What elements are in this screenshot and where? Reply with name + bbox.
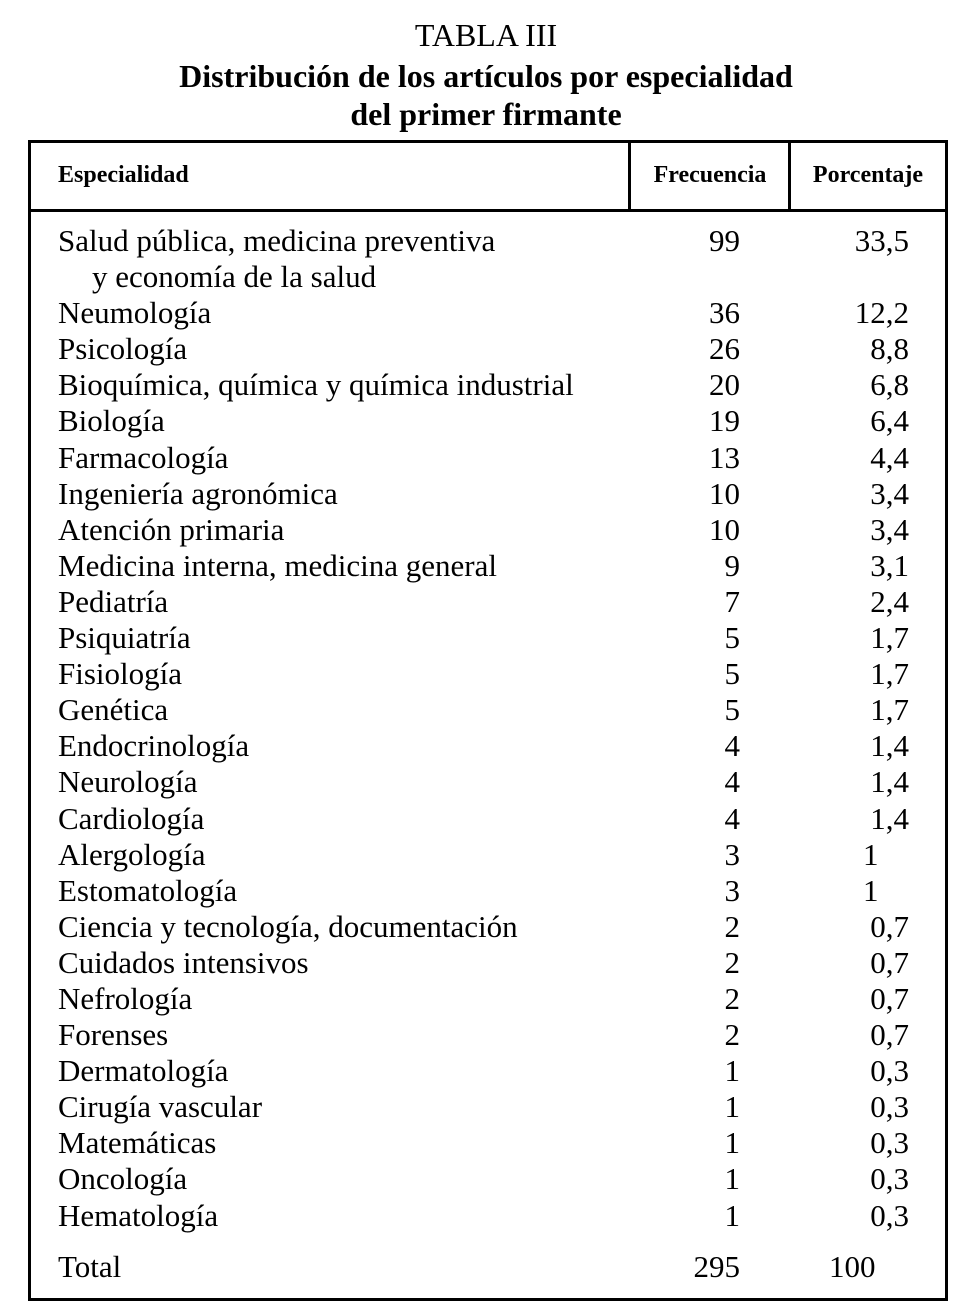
table-title-line-1: Distribución de los artículos por especialidad: [179, 58, 793, 94]
row-frecuencia: 13: [709, 439, 740, 475]
data-table: [28, 140, 948, 1301]
row-frecuencia: 1: [724, 1197, 740, 1233]
table-row: [31, 981, 945, 1017]
table-row: [31, 764, 945, 800]
row-especialidad: [58, 909, 518, 945]
row-especialidad: [58, 692, 168, 728]
total-frequency: 295: [693, 1249, 740, 1284]
table-row: [31, 476, 945, 512]
row-especialidad: [58, 403, 165, 439]
row-porcentaje: 0,3: [870, 1089, 909, 1125]
row-frecuencia: 5: [724, 692, 740, 728]
row-especialidad-line-1: Genética: [58, 692, 169, 728]
row-especialidad: [58, 1089, 262, 1125]
row-especialidad: [58, 367, 574, 403]
row-porcentaje: 12,2: [854, 295, 909, 331]
row-especialidad: [58, 1017, 168, 1053]
row-especialidad-line-1: Hematología: [58, 1197, 219, 1233]
row-frecuencia: 10: [709, 511, 740, 547]
row-porcentaje: 1,7: [870, 656, 909, 692]
row-frecuencia: 4: [724, 764, 740, 800]
table-row: [31, 620, 945, 656]
row-especialidad: [58, 837, 206, 873]
row-especialidad-line-1: Fisiología: [58, 656, 183, 692]
row-especialidad: [58, 548, 497, 584]
table-row: [31, 295, 945, 331]
table-body: [31, 223, 945, 1234]
table-row: [31, 728, 945, 764]
row-especialidad: [58, 331, 187, 367]
row-especialidad: [58, 728, 249, 764]
row-especialidad: [58, 440, 228, 476]
row-especialidad: [58, 1161, 187, 1197]
header-divider-2: [788, 143, 791, 209]
row-especialidad: [58, 1198, 218, 1234]
row-especialidad-line-1: Salud pública, medicina preventiva: [58, 223, 496, 258]
row-especialidad-line-1: Cirugía vascular: [58, 1089, 263, 1125]
row-especialidad-line-2: y economía de la salud: [92, 259, 377, 294]
row-especialidad-line-1: Bioquímica, química y química industrial: [58, 367, 574, 403]
row-porcentaje: 0,3: [870, 1197, 909, 1233]
row-porcentaje: 1,4: [870, 764, 909, 800]
row-especialidad-line-1: Medicina interna, medicina general: [58, 547, 497, 583]
table-row: [31, 367, 945, 403]
row-especialidad-line-1: Neumología: [58, 295, 212, 331]
table-row: [31, 548, 945, 584]
row-frecuencia: 9: [724, 547, 740, 583]
row-especialidad-line-1: Forenses: [58, 1017, 169, 1053]
row-porcentaje: 8,8: [870, 331, 909, 367]
row-especialidad: [58, 656, 182, 692]
row-especialidad-line-1: Biología: [58, 403, 165, 439]
row-especialidad: [58, 512, 284, 548]
row-especialidad-line-1: Endocrinología: [58, 728, 250, 764]
row-porcentaje: 1: [863, 836, 879, 872]
row-porcentaje: 0,7: [870, 944, 909, 980]
row-frecuencia: 1: [724, 1161, 740, 1197]
row-especialidad-line-1: Cardiología: [58, 800, 205, 836]
table-row: [31, 584, 945, 620]
row-porcentaje: 2,4: [870, 583, 909, 619]
table-row: [31, 909, 945, 945]
row-frecuencia: 5: [724, 620, 740, 656]
row-especialidad-line-1: Ciencia y tecnología, documentación: [58, 908, 518, 944]
row-frecuencia: 2: [724, 908, 740, 944]
row-porcentaje: 0,7: [870, 980, 909, 1016]
row-especialidad: [58, 1125, 216, 1161]
row-especialidad: [58, 764, 197, 800]
table-title-line-2: del primer firmante: [350, 96, 622, 132]
row-porcentaje: 1: [863, 872, 879, 908]
row-frecuencia: 2: [724, 1017, 740, 1053]
row-especialidad: [58, 295, 211, 331]
header-divider-1: [628, 143, 631, 209]
row-especialidad: [58, 873, 237, 909]
table-row: [31, 692, 945, 728]
table-title: [0, 57, 972, 133]
row-especialidad: [58, 620, 191, 656]
row-porcentaje: 3,1: [870, 547, 909, 583]
row-especialidad-line-1: Estomatología: [58, 872, 238, 908]
row-especialidad: [58, 981, 192, 1017]
row-frecuencia: 7: [724, 583, 740, 619]
row-porcentaje: 4,4: [870, 439, 909, 475]
row-frecuencia: 2: [724, 980, 740, 1016]
table-row: [31, 1053, 945, 1089]
header-rule: [31, 209, 945, 212]
row-frecuencia: 19: [709, 403, 740, 439]
row-frecuencia: 1: [724, 1089, 740, 1125]
table-row: [31, 837, 945, 873]
row-especialidad: [58, 945, 309, 981]
row-especialidad-line-1: Atención primaria: [58, 511, 285, 547]
row-especialidad-line-1: Neurología: [58, 764, 198, 800]
row-porcentaje: 0,3: [870, 1161, 909, 1197]
row-porcentaje: 6,4: [870, 403, 909, 439]
row-especialidad: [58, 223, 495, 295]
table-row: [31, 945, 945, 981]
header-frecuencia: Frecuencia: [653, 162, 767, 188]
table-row: [31, 1017, 945, 1053]
row-frecuencia: 5: [724, 656, 740, 692]
header-especialidad: Especialidad: [58, 162, 189, 188]
row-especialidad-line-1: Farmacología: [58, 439, 229, 475]
table-row: [31, 512, 945, 548]
table-row: [31, 223, 945, 295]
row-porcentaje: 3,4: [870, 511, 909, 547]
row-frecuencia: 99: [709, 223, 740, 258]
table-row: [31, 403, 945, 439]
row-especialidad: [58, 801, 204, 837]
row-porcentaje: 0,7: [870, 908, 909, 944]
row-especialidad-line-1: Pediatría: [58, 583, 169, 619]
row-porcentaje: 1,7: [870, 692, 909, 728]
table-row: [31, 1089, 945, 1125]
row-frecuencia: 3: [724, 836, 740, 872]
row-frecuencia: 1: [724, 1053, 740, 1089]
table-row: [31, 801, 945, 837]
row-especialidad-line-1: Cuidados intensivos: [58, 944, 309, 980]
row-frecuencia: 20: [709, 367, 740, 403]
table-label: TABLA III: [414, 17, 558, 53]
row-frecuencia: 26: [709, 331, 740, 367]
row-especialidad-line-1: Alergología: [58, 836, 206, 872]
row-porcentaje: 0,7: [870, 1017, 909, 1053]
table-row: [31, 440, 945, 476]
row-porcentaje: 0,3: [870, 1125, 909, 1161]
row-especialidad-line-1: Nefrología: [58, 980, 193, 1016]
row-porcentaje: 3,4: [870, 475, 909, 511]
row-especialidad-line-1: Psiquiatría: [58, 620, 191, 656]
table-row: [31, 331, 945, 367]
row-frecuencia: 10: [709, 475, 740, 511]
row-porcentaje: 1,4: [870, 800, 909, 836]
row-especialidad-line-1: Oncología: [58, 1161, 188, 1197]
row-especialidad: [58, 476, 338, 512]
row-porcentaje: 0,3: [870, 1053, 909, 1089]
total-label: Total: [58, 1249, 122, 1284]
row-frecuencia: 2: [724, 944, 740, 980]
total-row: [31, 1249, 945, 1289]
row-especialidad: [58, 584, 168, 620]
table-row: [31, 1198, 945, 1234]
row-porcentaje: 1,4: [870, 728, 909, 764]
row-porcentaje: 1,7: [870, 620, 909, 656]
row-porcentaje: 6,8: [870, 367, 909, 403]
row-especialidad-line-1: Dermatología: [58, 1053, 229, 1089]
table-row: [31, 656, 945, 692]
row-especialidad-line-1: Psicología: [58, 331, 188, 367]
total-percentage: 100: [829, 1249, 876, 1284]
row-frecuencia: 4: [724, 800, 740, 836]
row-frecuencia: 36: [709, 295, 740, 331]
row-porcentaje: 33,5: [854, 223, 909, 258]
row-especialidad-line-1: Ingeniería agronómica: [58, 475, 338, 511]
row-frecuencia: 4: [724, 728, 740, 764]
row-frecuencia: 1: [724, 1125, 740, 1161]
table-row: [31, 1161, 945, 1197]
table-row: [31, 1125, 945, 1161]
row-especialidad-line-1: Matemáticas: [58, 1125, 217, 1161]
row-frecuencia: 3: [724, 872, 740, 908]
table-row: [31, 873, 945, 909]
header-porcentaje: Porcentaje: [812, 162, 924, 188]
row-especialidad: [58, 1053, 228, 1089]
